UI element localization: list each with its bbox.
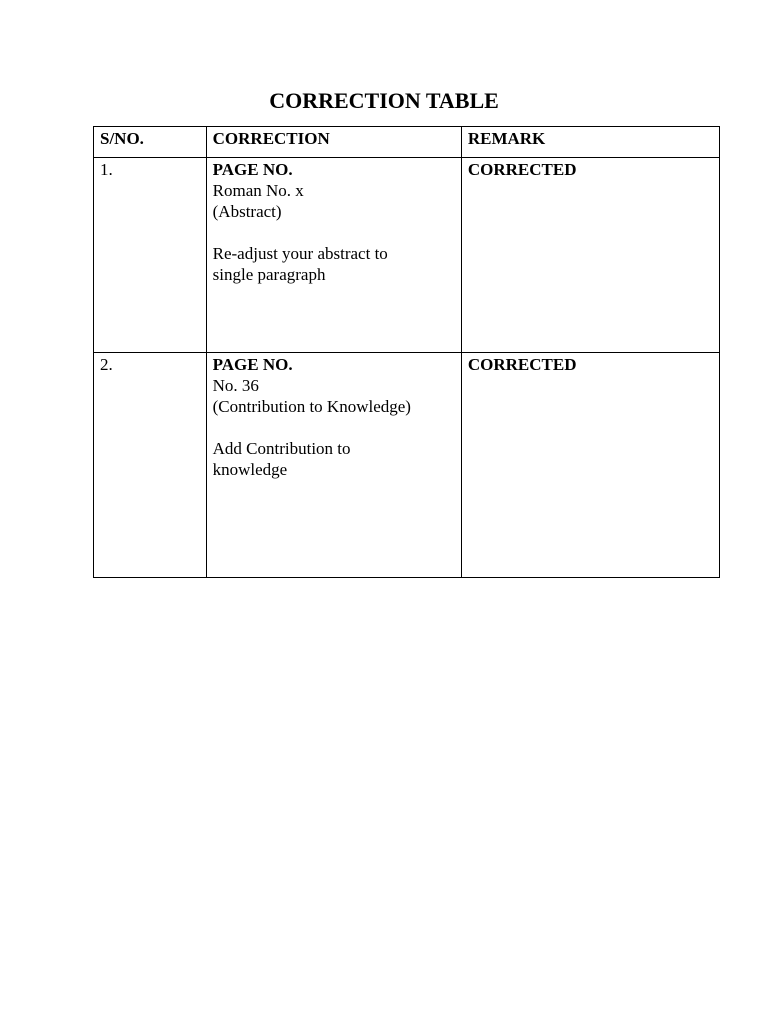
cell-remark: CORRECTED bbox=[461, 158, 719, 353]
cell-correction bbox=[206, 353, 461, 578]
section-name: (Contribution to Knowledge) bbox=[212, 397, 411, 416]
cell-remark: CORRECTED bbox=[461, 353, 719, 578]
section-name: (Abstract) bbox=[212, 202, 282, 221]
header-sno: S/NO. bbox=[94, 127, 207, 158]
spacer bbox=[213, 417, 455, 438]
header-remark: REMARK bbox=[461, 127, 719, 158]
table-header-row bbox=[94, 127, 720, 158]
page-label: PAGE NO. bbox=[212, 355, 293, 374]
cell-sno: 1. bbox=[94, 158, 207, 353]
header-correction: CORRECTION bbox=[206, 127, 461, 158]
instruction-line: Add Contribution to bbox=[212, 439, 351, 458]
table-row bbox=[94, 353, 720, 578]
spacer bbox=[213, 222, 455, 243]
instruction-line: knowledge bbox=[212, 460, 288, 479]
page-value: Roman No. x bbox=[212, 181, 304, 200]
page-label: PAGE NO. bbox=[212, 160, 293, 179]
page-value: No. 36 bbox=[212, 376, 259, 395]
table-row bbox=[94, 158, 720, 353]
correction-table bbox=[93, 126, 720, 578]
instruction-line: single paragraph bbox=[212, 265, 326, 284]
cell-correction bbox=[206, 158, 461, 353]
page-title: CORRECTION TABLE bbox=[269, 88, 499, 113]
cell-sno: 2. bbox=[94, 353, 207, 578]
instruction-line: Re-adjust your abstract to bbox=[212, 244, 388, 263]
